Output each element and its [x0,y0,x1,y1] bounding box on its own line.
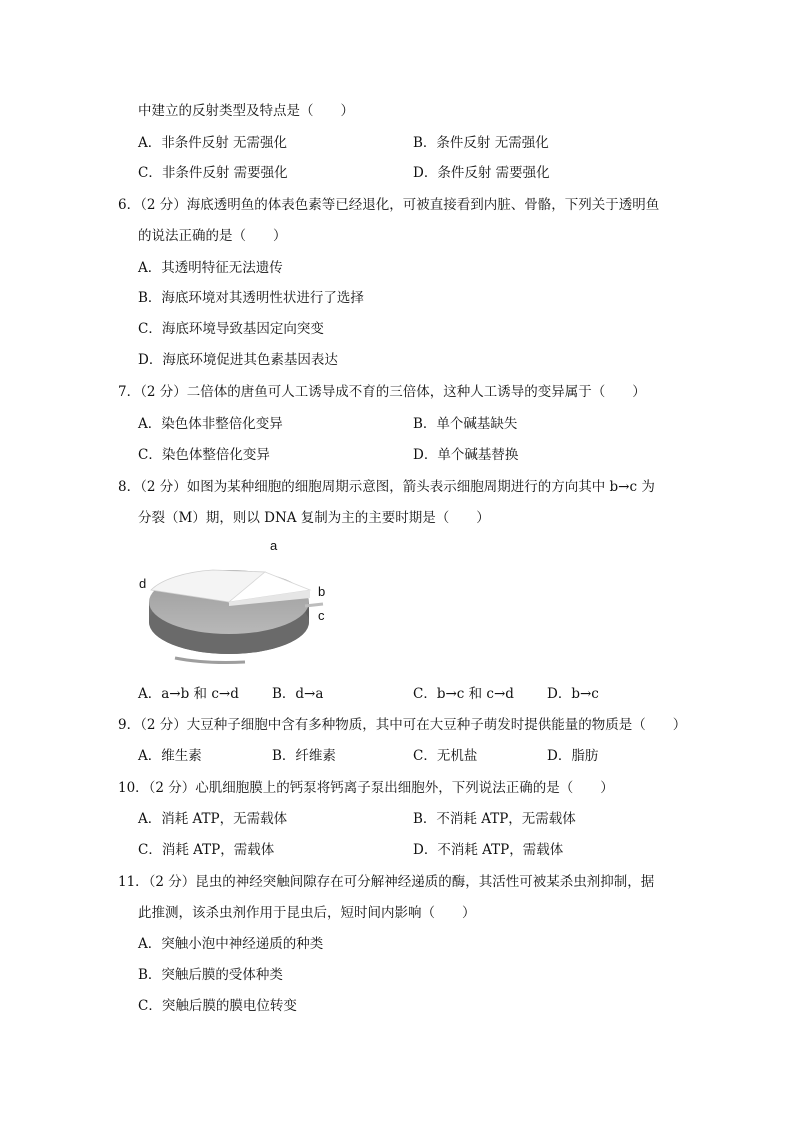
label-b: b [318,584,326,599]
q8-option-d: D．b→c [547,686,599,702]
arrow-bottom [175,658,245,663]
q11-stem-continued: 此推测，该杀虫剂作用于昆虫后，短时间内影响（ ） [138,905,476,921]
q6-option-c: C．海底环境导致基因定向突变 [138,321,324,337]
q8-option-c: C．b→c 和 c→d [413,686,514,702]
q8-option-a: A．a→b 和 c→d [138,686,239,702]
q8-option-b: B．d→a [272,686,324,702]
q5-option-a: A．非条件反射 无需强化 [138,135,288,151]
label-c: c [318,608,325,623]
q9-option-d: D．脂肪 [547,748,599,764]
q6-option-a: A．其透明特征无法遗传 [138,260,283,276]
q7-option-a: A．染色体非整倍化变异 [138,416,283,432]
label-a: a [270,540,278,553]
q10-option-a: A．消耗 ATP，无需载体 [138,811,288,827]
q9-stem: 9．（2 分）大豆种子细胞中含有多种物质，其中可在大豆种子萌发时提供能量的物质是（ ） [118,717,687,733]
q5-option-b: B．条件反射 无需强化 [413,135,549,151]
q5-stem-continued: 中建立的反射类型及特点是（ ） [138,103,354,119]
q7-option-c: C．染色体整倍化变异 [138,447,270,463]
q7-stem: 7．（2 分）二倍体的唐鱼可人工诱导成不育的三倍体，这种人工诱导的变异属于（ ） [118,384,646,400]
cell-cycle-diagram [135,540,335,675]
q10-option-c: C．消耗 ATP，需载体 [138,842,275,858]
q6-stem: 6．（2 分）海底透明鱼的体表色素等已经退化，可被直接看到内脏、骨骼，下列关于透明鱼 [118,197,660,213]
q9-option-c: C．无机盐 [413,748,478,764]
q5-option-d: D．条件反射 需要强化 [413,165,550,181]
q6-option-b: B．海底环境对其透明性状进行了选择 [138,290,364,306]
q10-stem: 10．（2 分）心肌细胞膜上的钙泵将钙离子泵出细胞外，下列说法正确的是（ ） [118,780,614,796]
label-d: d [139,576,147,591]
q9-option-b: B．纤维素 [272,748,336,764]
q5-option-c: C．非条件反射 需要强化 [138,165,288,181]
q11-option-a: A．突触小泡中神经递质的种类 [138,936,324,952]
q7-option-d: D．单个碱基替换 [413,447,519,463]
q11-stem: 11．（2 分）昆虫的神经突触间隙存在可分解神经递质的酶，其活性可被某杀虫剂抑制，据 [118,874,655,890]
q6-stem-continued: 的说法正确的是（ ） [138,228,287,244]
arrow-b-to-c [305,604,323,606]
q6-option-d: D．海底环境促进其色素基因表达 [138,352,338,368]
q8-stem-continued: 分裂（M）期，则以 DNA 复制为主的主要时期是（ ） [138,510,490,526]
q9-option-a: A．维生素 [138,748,202,764]
q8-stem: 8．（2 分）如图为某种细胞的细胞周期示意图，箭头表示细胞周期进行的方向其中 b→c 为 [118,479,655,495]
q10-option-b: B．不消耗 ATP，无需载体 [413,811,576,827]
q7-option-b: B．单个碱基缺失 [413,416,518,432]
q10-option-d: D．不消耗 ATP，需载体 [413,842,564,858]
q11-option-c: C．突触后膜的膜电位转变 [138,998,297,1014]
q11-option-b: B．突触后膜的受体种类 [138,967,283,983]
